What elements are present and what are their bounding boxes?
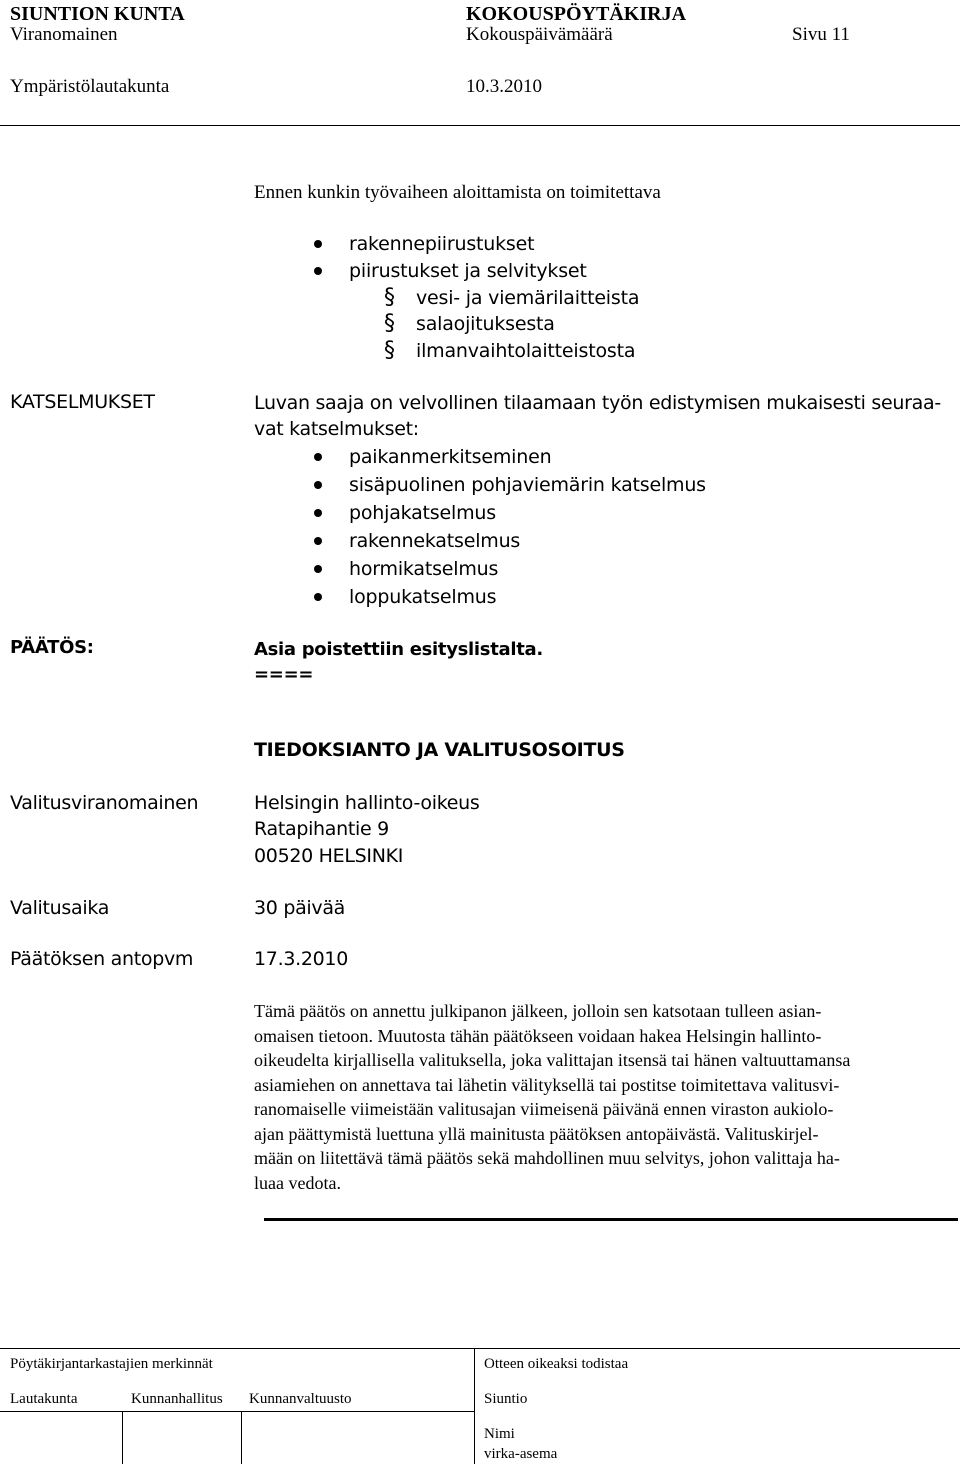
header-divider <box>0 125 960 126</box>
paragraph-line: luaa vedota. <box>254 1172 341 1193</box>
meeting-date: 10.3.2010 <box>466 76 542 97</box>
certified-label: Otteen oikeaksi todistaa <box>484 1356 629 1372</box>
bullet-icon <box>314 481 322 489</box>
requirement-subitem: salaojituksesta <box>416 313 555 335</box>
paragraph-line: mään on liitettävä tämä päätös sekä mahdollinen muu selvitys, johon valittaja ha- <box>254 1148 840 1168</box>
paragraph-line: Tämä päätös on annettu julkipanon jälkeen, jolloin sen katsotaan tulleen asian- <box>254 1001 822 1021</box>
bullet-icon <box>314 240 322 248</box>
requirement-item: rakennepiirustukset <box>349 233 535 255</box>
footer-title-label: virka-asema <box>484 1446 558 1462</box>
authority-label: Viranomainen <box>10 24 118 45</box>
bullet-icon <box>314 267 322 275</box>
paragraph-line: omaisen tietoon. Muutosta tähän päätökseen voidaan hakea Helsingin hallinto- <box>254 1025 822 1046</box>
appeal-period-label: Valitusaika <box>10 897 110 919</box>
paragraph-line: ranomaiselle viimeistään valitusajan viimeisenä päivänä ennen viraston aukiolo- <box>254 1099 834 1119</box>
footer-col-divider <box>241 1411 242 1464</box>
paragraph-line: asiamiehen on annettava tai lähetin välityksellä tai postitse toimitettava valitusvi- <box>254 1074 840 1095</box>
inspections-text-line1: Luvan saaja on velvollinen tilaamaan työn edistymisen mukaisesti seuraa- <box>254 392 941 414</box>
inspection-item: hormikatselmus <box>349 558 499 580</box>
bullet-icon <box>314 565 322 573</box>
paragraph-line: oikeudelta kirjallisella valituksella, joka valittajan itsensä tai hänen valtuuttamansa <box>254 1050 851 1070</box>
document-type: KOKOUSPÖYTÄKIRJA <box>466 3 687 25</box>
decision-date-label: Päätöksen antopvm <box>10 948 194 970</box>
bullet-icon <box>314 509 322 517</box>
appeal-period: 30 päivää <box>254 897 346 919</box>
requirement-subitem: vesi- ja viemärilaitteista <box>416 287 640 309</box>
footer-top-rule <box>0 1348 960 1349</box>
end-rule <box>264 1218 958 1221</box>
footer-col-council: Kunnanvaltuusto <box>249 1391 352 1407</box>
footer-row-rule <box>0 1411 474 1412</box>
appeal-paragraph <box>254 999 930 1195</box>
inspections-text-line2: vat katselmukset: <box>254 418 419 440</box>
decision-label: PÄÄTÖS: <box>10 637 94 658</box>
section-sign-icon: § <box>384 311 395 336</box>
paragraph-line: ajan päättymistä luettuna yllä mainitusta päätöksen antopäivästä. Valituskirjel- <box>254 1123 819 1144</box>
org-name: SIUNTION KUNTA <box>10 3 185 25</box>
decision-date: 17.3.2010 <box>254 948 348 970</box>
appeal-authority-line: 00520 HELSINKI <box>254 845 404 867</box>
appeal-authority-label: Valitusviranomainen <box>10 792 199 814</box>
inspection-item: pohjakatselmus <box>349 502 496 524</box>
decision-separator: ==== <box>254 664 314 685</box>
inspections-heading: KATSELMUKSET <box>10 391 155 413</box>
appeal-authority-line: Ratapihantie 9 <box>254 818 389 840</box>
footer-place: Siuntio <box>484 1391 528 1407</box>
bullet-icon <box>314 537 322 545</box>
footer-center-divider <box>474 1348 475 1464</box>
appeal-authority-line: Helsingin hallinto-oikeus <box>254 792 480 814</box>
bullet-icon <box>314 453 322 461</box>
inspection-item: rakennekatselmus <box>349 530 521 552</box>
bullet-icon <box>314 593 322 601</box>
reviewers-label: Pöytäkirjantarkastajien merkinnät <box>10 1356 213 1372</box>
inspection-item: sisäpuolinen pohjaviemärin katselmus <box>349 474 706 496</box>
requirement-subitem: ilmanvaihtolaitteistosta <box>416 340 636 362</box>
inspection-item: paikanmerkitseminen <box>349 446 552 468</box>
appeal-title: TIEDOKSIANTO JA VALITUSOSOITUS <box>254 739 625 761</box>
footer-col-divider <box>122 1411 123 1464</box>
section-sign-icon: § <box>384 338 395 363</box>
requirement-item: piirustukset ja selvitykset <box>349 260 587 282</box>
page-number: Sivu 11 <box>792 24 850 45</box>
footer-col-municipal-board: Kunnanhallitus <box>131 1391 223 1407</box>
requirements-intro: Ennen kunkin työvaiheen aloittamista on toimitettava <box>254 182 661 203</box>
footer-col-board: Lautakunta <box>10 1391 78 1407</box>
meeting-date-label: Kokouspäivämäärä <box>466 24 613 45</box>
footer-name-label: Nimi <box>484 1426 515 1442</box>
inspection-item: loppukatselmus <box>349 586 497 608</box>
section-sign-icon: § <box>384 285 395 310</box>
authority-name: Ympäristölautakunta <box>10 76 170 97</box>
decision-text: Asia poistettiin esityslistalta. <box>254 639 543 660</box>
